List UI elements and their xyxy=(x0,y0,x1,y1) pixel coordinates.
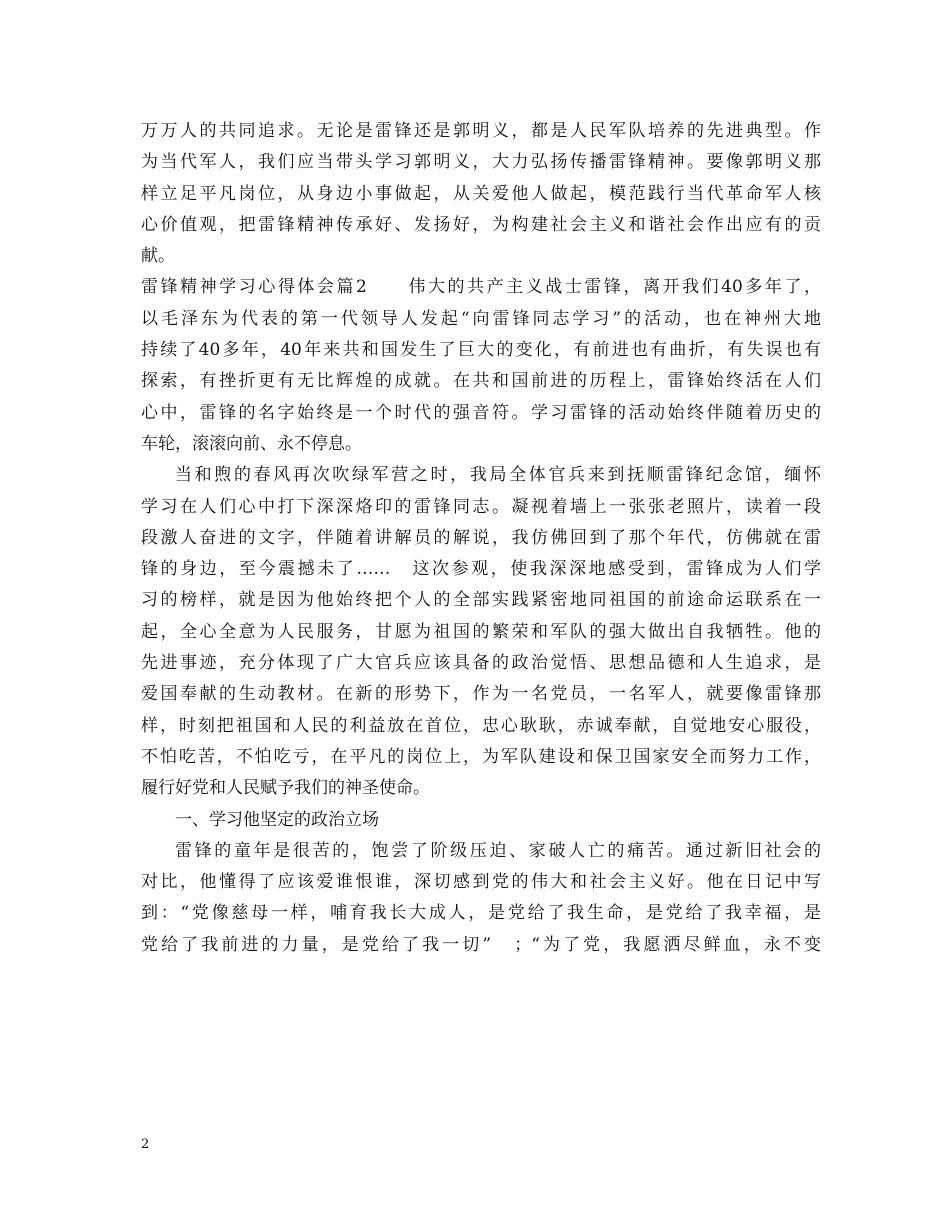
text-line: 党给了我前进的力量，是党给了我一切” ；“为了党，我愿洒尽鲜血，永不变 xyxy=(141,934,821,955)
text-line: 心价值观，把雷锋精神传承好、发扬好，为构建社会主义和谐社会作出应有的贡 xyxy=(141,214,821,235)
document-body xyxy=(141,116,821,961)
text-line: 以毛泽东为代表的第一代领导人发起“向雷锋同志学习”的活动，也在神州大地 xyxy=(141,308,821,329)
text-line: 不怕吃苦，不怕吃亏，在平凡的岗位上，为军队建设和保卫国家安全而努力工作， xyxy=(141,746,821,767)
page-number: 2 xyxy=(141,1137,150,1152)
text-line: 探索，有挫折更有无比辉煌的成就。在共和国前进的历程上，雷锋始终活在人们 xyxy=(141,371,821,392)
text-line: 锋的身边，至今震撼未了…… 这次参观，使我深深地感受到，雷锋成为人们学 xyxy=(141,559,821,580)
text-line: 一、学习他坚定的政治立场 xyxy=(175,809,379,830)
text-line: 对比，他懂得了应该爱谁恨谁，深切感到党的伟大和社会主义好。他在日记中写 xyxy=(141,872,821,893)
text-line: 履行好党和人民赋予我们的神圣使命。 xyxy=(141,778,430,799)
text-line: 起，全心全意为人民服务，甘愿为祖国的繁荣和军队的强大做出自我牺牲。他的 xyxy=(141,621,821,642)
text-line: 万万人的共同追求。无论是雷锋还是郭明义，都是人民军队培养的先进典型。作 xyxy=(141,121,821,141)
text-line: 先进事迹，充分体现了广大官兵应该具备的政治觉悟、思想品德和人生追求，是 xyxy=(141,653,821,674)
text-line: 习的榜样，就是因为他始终把个人的全部实践紧密地同祖国的前途命运联系在一 xyxy=(141,590,821,611)
text-line: 为当代军人，我们应当带头学习郭明义，大力弘扬传播雷锋精神。要像郭明义那 xyxy=(141,152,821,173)
text-line: 爱国奉献的生动教材。在新的形势下，作为一名党员，一名军人，就要像雷锋那 xyxy=(141,684,821,705)
text-line: 雷锋的童年是很苦的，饱尝了阶级压迫、家破人亡的痛苦。通过新旧社会的 xyxy=(175,840,821,861)
text-line: 样立足平凡岗位，从身边小事做起，从关爱他人做起，模范践行当代革命军人核 xyxy=(141,183,821,204)
text-line: 学习在人们心中打下深深烙印的雷锋同志。凝视着墙上一张张老照片，读着一段 xyxy=(141,496,821,517)
text-line: 心中，雷锋的名字始终是一个时代的强音符。学习雷锋的活动始终伴随着历史的 xyxy=(141,402,821,423)
text-line: 献。 xyxy=(141,246,175,267)
text-line: 持续了40多年，40年来共和国发生了巨大的变化，有前进也有曲折，有失误也有 xyxy=(141,340,821,361)
text-line: 当和煦的春风再次吹绿军营之时，我局全体官兵来到抚顺雷锋纪念馆，缅怀 xyxy=(175,465,821,486)
text-line: 车轮，滚滚向前、永不停息。 xyxy=(141,433,362,454)
text-line: 到：“党像慈母一样，哺育我长大成人，是党给了我生命，是党给了我幸福，是 xyxy=(141,903,821,924)
text-line: 雷锋精神学习心得体会篇2 伟大的共产主义战士雷锋，离开我们40多年了， xyxy=(141,277,821,298)
text-line: 样，时刻把祖国和人民的利益放在首位，忠心耿耿，赤诚奉献，自觉地安心服役， xyxy=(141,715,821,736)
text-line: 段激人奋进的文字，伴随着讲解员的解说，我仿佛回到了那个年代，仿佛就在雷 xyxy=(141,527,821,548)
